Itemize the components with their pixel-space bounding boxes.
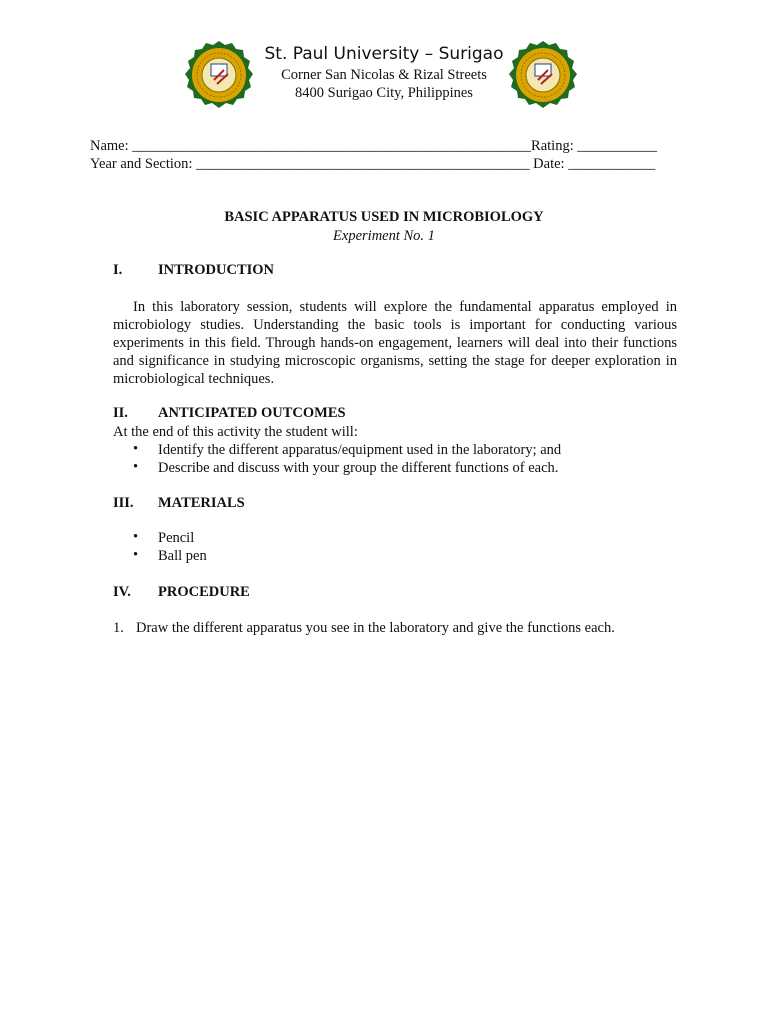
section-number: II. [113,405,128,421]
section-number: I. [113,262,123,278]
section-heading-outcomes: ANTICIPATED OUTCOMES [158,405,346,421]
bullet-icon: • [133,459,139,475]
institution-name: St. Paul University – Surigao [264,44,504,64]
section-heading-materials: MATERIALS [158,495,245,511]
section-heading-procedure: PROCEDURE [158,584,250,600]
material-item: Pencil [158,530,195,546]
experiment-number: Experiment No. 1 [333,228,435,244]
outcome-item: Describe and discuss with your group the different functions of each. [158,460,559,476]
material-item: Ball pen [158,548,207,564]
bullet-icon: • [133,441,139,457]
bullet-icon: • [133,529,139,545]
section-number: III. [113,495,134,511]
year-section-date-field: Year and Section: ______________________________________________ Date: ____________ [90,156,656,172]
name-rating-field: Name: _______________________________________________________Rating: ___________ [90,138,658,154]
address-line-2: 8400 Surigao City, Philippines [295,85,473,101]
introduction-paragraph: In this laboratory session, students will explore the fundamental apparatus employed in microbiology studies. Understanding the basic tools is important for conducting various experiments in this field. Through hands-on engagement, learners will deal into their functions and significance in studying microscopic organisms, setting the stage for deeper exploration in microbiological techniques. [113,299,677,387]
outcomes-lead-text: At the end of this activity the student will: [113,424,358,440]
outcome-item: Identify the different apparatus/equipment used in the laboratory; and [158,442,562,458]
section-heading-introduction: INTRODUCTION [158,262,275,278]
section-number: IV. [113,584,131,600]
bullet-icon: • [133,547,139,563]
address-line-1: Corner San Nicolas & Rizal Streets [281,67,487,83]
procedure-step: Draw the different apparatus you see in the laboratory and give the functions each. [136,620,615,636]
document-title: BASIC APPARATUS USED IN MICROBIOLOGY [224,209,544,225]
step-number: 1. [113,620,124,636]
